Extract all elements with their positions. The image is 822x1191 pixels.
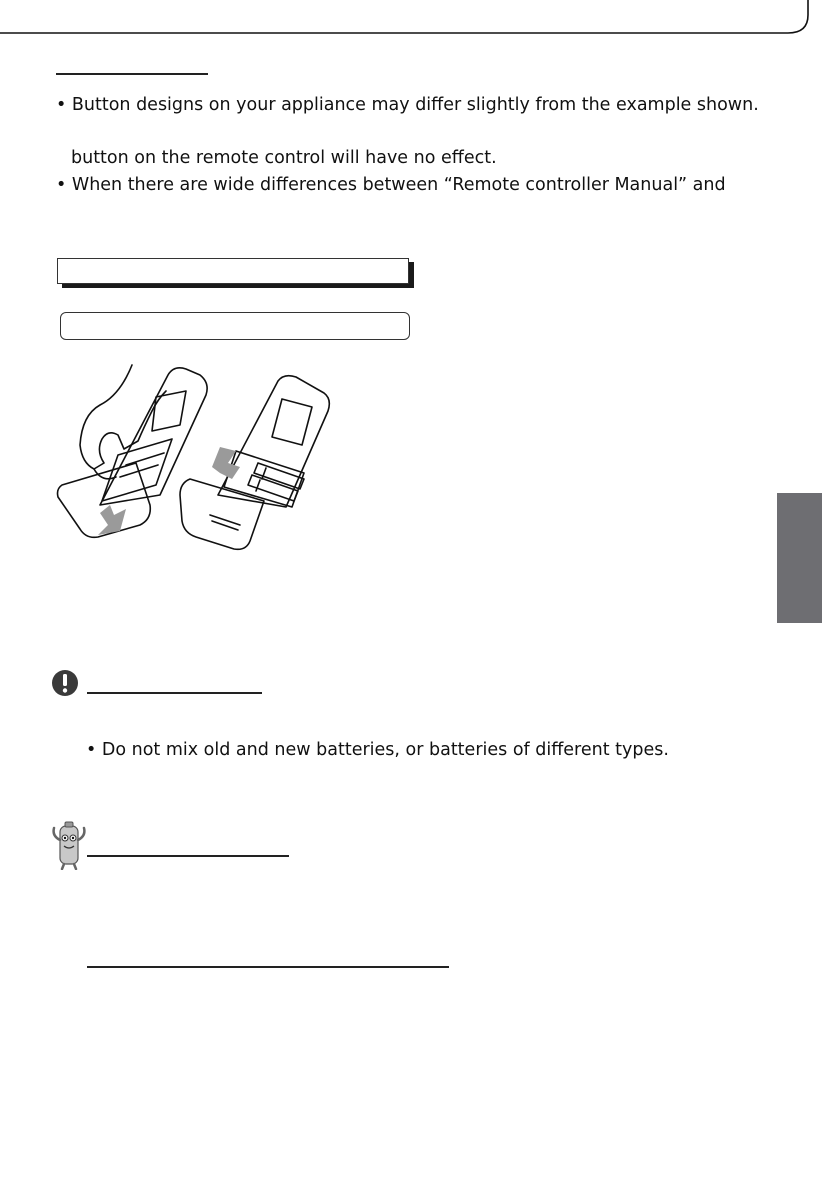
tip-heading-underline <box>87 855 289 857</box>
notes-heading-underline <box>56 73 208 75</box>
note-line-2: button on the remote control will have no effect. <box>71 148 497 168</box>
right-remote-body <box>218 376 329 507</box>
subsection-title-box <box>60 312 410 340</box>
page-corner-curve <box>0 0 822 60</box>
side-section-tab <box>777 493 822 623</box>
section-title-box <box>57 258 409 284</box>
right-battery-cover <box>180 479 264 549</box>
battery-mascot-icon <box>48 818 90 870</box>
tip-subheading-underline <box>87 966 449 968</box>
left-remote-body <box>100 368 207 505</box>
caution-heading-underline <box>87 692 262 694</box>
caution-bullet-1: • Do not mix old and new batteries, or batteries of different types. <box>86 740 669 760</box>
exclamation-circle-icon <box>50 668 80 698</box>
note-bullet-1: • Button designs on your appliance may differ slightly from the example shown. <box>56 95 759 115</box>
battery-insertion-illustration <box>40 355 360 565</box>
batteries <box>248 463 304 501</box>
note-bullet-3: • When there are wide differences between “Remote controller Manual” and <box>56 175 726 195</box>
